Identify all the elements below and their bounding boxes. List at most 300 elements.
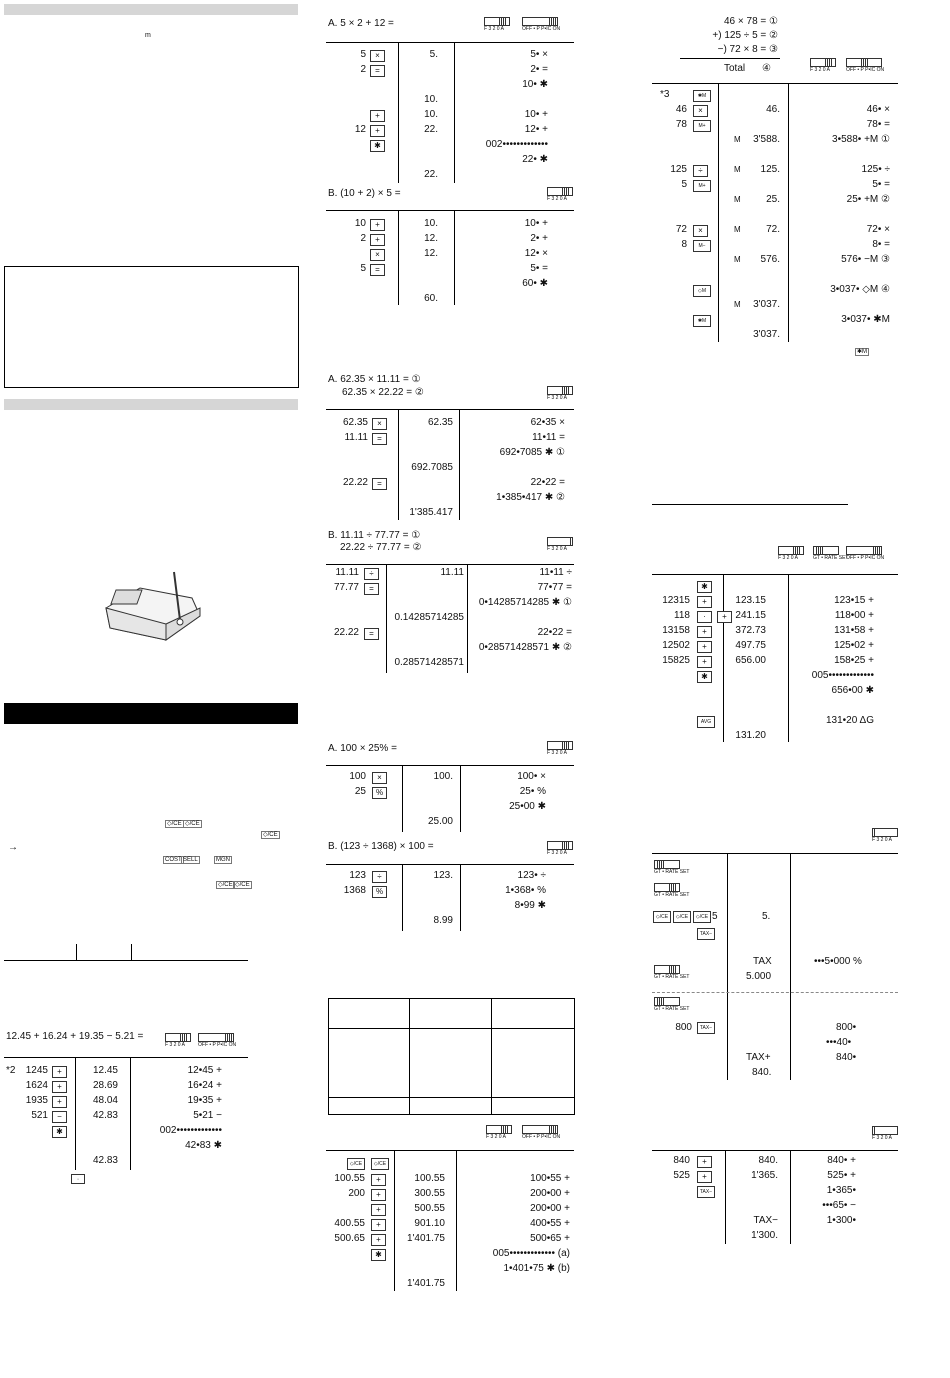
empty-table-rule	[328, 1097, 574, 1098]
input-value: 62.35	[342, 417, 368, 428]
print-value: 100• ×	[517, 771, 546, 782]
display-value: 22.	[424, 124, 438, 135]
calc-key[interactable]: M+	[693, 180, 711, 192]
calc-key[interactable]: ✱M	[693, 315, 711, 327]
calc-key[interactable]: %	[372, 787, 387, 799]
print-value: 5• =	[872, 179, 890, 190]
print-value: 118•00 +	[834, 610, 874, 621]
calc-key[interactable]: ◇M	[693, 285, 711, 297]
print-value: 400•55 +	[530, 1218, 570, 1229]
display-value: 3'037.	[753, 299, 780, 310]
print-value: 200•00 +	[530, 1188, 570, 1199]
calc-key[interactable]: +	[370, 110, 385, 122]
print-value: 0•14285714285 ✱ ①	[478, 597, 572, 608]
display-value: 576.	[760, 254, 780, 265]
print-value: 72• ×	[866, 224, 890, 235]
memory-indicator: M	[734, 135, 741, 144]
display-value: 0.28571428571	[394, 657, 464, 668]
print-value: 656•00 ✱	[831, 685, 874, 696]
print-value: 22•22 =	[530, 477, 565, 488]
calc-key[interactable]: +	[371, 1219, 386, 1231]
total-number: ④	[762, 63, 771, 74]
dot-key[interactable]: ·	[71, 1174, 85, 1184]
b1-divider	[398, 211, 399, 305]
section-header-bar-1	[4, 4, 298, 15]
calc-key[interactable]: ✱	[697, 581, 712, 593]
calc-key[interactable]: +	[717, 611, 732, 623]
display-value: 62.35	[427, 417, 453, 428]
memory-indicator: M	[734, 225, 741, 234]
a3-rule	[326, 765, 574, 766]
print-value: 10• +	[524, 218, 548, 229]
display-value: 901.10	[414, 1218, 445, 1229]
display-value: 72.	[766, 224, 780, 235]
print-value: •••65• −	[822, 1200, 856, 1211]
memory-indicator: M	[734, 255, 741, 264]
print-value: 002•••••••••••••	[159, 1125, 222, 1136]
display-value: 5.	[429, 49, 438, 60]
calc-key[interactable]: +	[697, 1171, 712, 1183]
avg-rule	[652, 574, 898, 575]
calc-key[interactable]: ·	[697, 611, 712, 623]
tax2-input: 800	[675, 1022, 692, 1033]
table-header-rule	[4, 960, 248, 961]
input-value: 22.22	[333, 627, 359, 638]
print-value: 2• =	[530, 64, 548, 75]
b3-divider	[402, 865, 403, 931]
display-value: 48.04	[92, 1095, 118, 1106]
input-value: 46	[675, 104, 687, 115]
calc-key[interactable]: M−	[693, 240, 711, 252]
b1-title: B. (10 + 2) × 5 =	[328, 188, 401, 199]
tax-minus-key[interactable]: TAX−	[697, 928, 715, 940]
print-value: 3•588• +M ①	[832, 134, 890, 145]
calc-key[interactable]: +	[370, 125, 385, 137]
a1-title: A. 5 × 2 + 12 =	[328, 18, 394, 29]
print-value: 525• +	[827, 1170, 856, 1181]
display-value: 500.55	[414, 1203, 445, 1214]
print-value: 123• ÷	[517, 870, 546, 881]
tax-label: TAX	[753, 956, 772, 967]
ex1-divider	[130, 1058, 131, 1170]
print-value: 25• %	[519, 786, 546, 797]
print-value: 840• +	[827, 1155, 856, 1166]
print-value: 1•300•	[826, 1215, 856, 1226]
cm-key-icon-2: ◇/CE	[185, 821, 200, 827]
tax2-label: TAX+	[746, 1052, 771, 1063]
input-value: 2	[360, 233, 366, 244]
calc-key[interactable]: ×	[372, 772, 387, 784]
print-value: 78• =	[866, 119, 890, 130]
note-3: *3	[660, 89, 670, 100]
calc-key[interactable]: −	[52, 1111, 67, 1123]
display-value: 497.75	[735, 640, 766, 651]
memory-indicator: M	[734, 165, 741, 174]
m-rule	[652, 83, 898, 84]
display-value: 42.83	[92, 1110, 118, 1121]
print-value: 25• +M ②	[846, 194, 890, 205]
calc-key[interactable]: +	[697, 641, 712, 653]
calc-key[interactable]: +	[371, 1189, 386, 1201]
calc-key[interactable]: =	[370, 65, 385, 77]
display-value: 300.55	[414, 1188, 445, 1199]
display-value: 8.99	[433, 915, 453, 926]
a1-rule	[326, 42, 574, 43]
print-value: 1•385•417 ✱ ②	[496, 492, 565, 503]
print-value: 77•77 =	[537, 582, 572, 593]
print-value: 22• ✱	[522, 154, 548, 165]
input-value: 12502	[662, 640, 690, 651]
tax3-rule	[652, 1150, 898, 1151]
input-value: 125	[670, 164, 687, 175]
a2-title-1: A. 62.35 × 11.11 = ①	[328, 374, 421, 385]
display-value: 12.	[424, 248, 438, 259]
input-value: 500.65	[334, 1233, 365, 1244]
display-value: 372.73	[735, 625, 766, 636]
display-value: 100.	[433, 771, 453, 782]
print-value: 500•65 +	[530, 1233, 570, 1244]
display-value: 25.	[766, 194, 780, 205]
print-value: 62•35 ×	[530, 417, 565, 428]
b2-title-2: 22.22 ÷ 77.77 = ②	[340, 542, 422, 553]
input-value: 10	[354, 218, 366, 229]
display-value: 692.7085	[411, 462, 453, 473]
eq-rule	[680, 58, 780, 59]
print-value: 1•365•	[826, 1185, 856, 1196]
display-value: 656.00	[735, 655, 766, 666]
print-value: 2• +	[530, 233, 548, 244]
input-value: 77.77	[333, 582, 359, 593]
input-value: 25	[354, 786, 366, 797]
display-value: 123.	[433, 870, 453, 881]
print-value: 0•28571428571 ✱ ②	[478, 642, 572, 653]
input-value: 1935	[25, 1095, 48, 1106]
arrow-icon: →	[8, 842, 18, 853]
section-underline	[652, 504, 848, 505]
c-rule	[326, 1150, 574, 1151]
display-value: 12.	[424, 233, 438, 244]
ex1-note: *2	[6, 1065, 16, 1076]
print-value: 158•25 +	[834, 655, 874, 666]
input-value: 5	[681, 179, 687, 190]
display-value: 10.	[424, 109, 438, 120]
print-value: 125•02 +	[834, 640, 874, 651]
print-value: 25•00 ✱	[509, 801, 546, 812]
calc-key[interactable]: ×	[372, 418, 387, 430]
print-value: 16•24 +	[187, 1080, 222, 1091]
display-value: 241.15	[735, 610, 766, 621]
display-value: 1'385.417	[409, 507, 453, 518]
a1-divider	[454, 43, 455, 183]
a3-title: A. 100 × 25% =	[328, 743, 397, 754]
calc-key[interactable]: +	[370, 219, 385, 231]
print-value: 692•7085 ✱ ①	[499, 447, 565, 458]
print-value: 8•99 ✱	[514, 900, 546, 911]
display-value: 12.45	[92, 1065, 118, 1076]
b1-rule	[326, 210, 574, 211]
avg-divider	[788, 575, 789, 742]
display-value: 123.15	[735, 595, 766, 606]
cm-key[interactable]: ◇/CE	[347, 1158, 365, 1170]
print-value: 576• −M ③	[841, 254, 890, 265]
calc-key[interactable]: +	[697, 596, 712, 608]
calc-key[interactable]: ÷	[693, 165, 708, 177]
display-value: 1'401.75	[406, 1278, 445, 1289]
b3-rule	[326, 864, 574, 865]
tax-rule	[652, 853, 898, 854]
b2-rule	[326, 564, 574, 565]
input-value: 2	[360, 64, 366, 75]
print-value: 5•21 −	[193, 1110, 222, 1121]
eq-1: 46 × 78 = ①	[723, 16, 778, 27]
calc-key[interactable]: =	[372, 433, 387, 445]
print-value: 10• ✱	[522, 79, 548, 90]
print-value: 12• +	[524, 124, 548, 135]
display-value: 1'300.	[751, 1230, 778, 1241]
section-header-bar-black	[4, 703, 298, 724]
tax-rate-input: 5	[712, 911, 718, 922]
print-value: 46• ×	[866, 104, 890, 115]
calc-key[interactable]: ×	[370, 50, 385, 62]
print-value: 5• ×	[530, 49, 548, 60]
c-divider	[456, 1151, 457, 1291]
avg-divider	[723, 575, 724, 742]
empty-table-divider	[409, 998, 410, 1114]
print-value: 3•037• ✱M	[841, 314, 890, 325]
display-value: 28.69	[92, 1080, 118, 1091]
print-value: 200•00 +	[530, 1203, 570, 1214]
cm-key-icon: ◇/CE	[167, 821, 182, 827]
display-value: 100.55	[414, 1173, 445, 1184]
calc-key[interactable]: TAX−	[697, 1186, 715, 1198]
input-value: 13158	[662, 625, 690, 636]
input-value: 5	[360, 263, 366, 274]
calc-key[interactable]: ✱	[52, 1126, 67, 1138]
print-value: 1•368• %	[505, 885, 546, 896]
display-value: 1'365.	[751, 1170, 778, 1181]
empty-table-divider	[491, 998, 492, 1114]
calc-key[interactable]: ✱M	[693, 90, 711, 102]
eq-2: +) 125 ÷ 5 = ②	[712, 30, 778, 41]
calc-key[interactable]: ×	[693, 225, 708, 237]
display-value: 1'401.75	[406, 1233, 445, 1244]
cm-key-icon-3: ◇/CE	[218, 882, 233, 888]
input-value: 1245	[25, 1065, 48, 1076]
display-value: 840.	[758, 1155, 778, 1166]
calc-key[interactable]: =	[372, 478, 387, 490]
tax-divider	[727, 854, 728, 1080]
print-value: 1•401•75 ✱ (b)	[503, 1263, 570, 1274]
display-value: 25.00	[427, 816, 453, 827]
calc-key[interactable]: =	[364, 583, 379, 595]
ce-key-icon: ◇/CE	[263, 832, 278, 838]
b2-divider	[467, 565, 468, 673]
calc-key[interactable]: ÷	[364, 568, 379, 580]
display-value: 3'037.	[753, 329, 780, 340]
m-divider	[788, 84, 789, 342]
input-value: 72	[675, 224, 687, 235]
print-value: 42•83 ✱	[185, 1140, 222, 1151]
input-value: 525	[673, 1170, 690, 1181]
memory-indicator: M	[734, 300, 741, 309]
sm-key-icon: ✱M	[857, 349, 868, 355]
input-value: 1624	[25, 1080, 48, 1091]
calc-key[interactable]: M+	[693, 120, 711, 132]
print-value: 131•20 ΔG	[826, 715, 874, 726]
tax2-display: 840.	[752, 1067, 772, 1078]
input-value: 12	[354, 124, 366, 135]
input-value: 11.11	[335, 567, 359, 578]
section-header-bar-2	[4, 399, 298, 410]
c-divider	[394, 1151, 395, 1291]
calc-key[interactable]: ✱	[370, 140, 385, 152]
calc-key[interactable]: +	[697, 626, 712, 638]
print-value: 10• +	[524, 109, 548, 120]
a2-title-2: 62.35 × 22.22 = ②	[342, 387, 424, 398]
calc-key[interactable]: ✱	[697, 671, 712, 683]
display-value: 125.	[760, 164, 780, 175]
calc-key[interactable]: +	[52, 1081, 67, 1093]
calc-key[interactable]: =	[370, 264, 385, 276]
table-col-divider	[131, 944, 132, 961]
calc-key[interactable]: ✱	[371, 1249, 386, 1261]
input-value: 100	[349, 771, 366, 782]
calc-key[interactable]: ÷	[372, 871, 387, 883]
print-value: 60• ✱	[522, 278, 548, 289]
tax-divider	[790, 854, 791, 1080]
cm-key[interactable]: ◇/CE	[653, 911, 671, 923]
input-value: 200	[348, 1188, 365, 1199]
m-divider	[718, 84, 719, 342]
display-value: 10.	[424, 94, 438, 105]
cm-key-2[interactable]: ◇/CE	[673, 911, 691, 923]
calc-key[interactable]: +	[371, 1174, 386, 1186]
calc-key[interactable]: +	[697, 656, 712, 668]
calc-key[interactable]: ×	[693, 105, 708, 117]
display-value: 22.	[424, 169, 438, 180]
b3-title: B. (123 ÷ 1368) × 100 =	[328, 841, 434, 852]
input-value: 12315	[662, 595, 690, 606]
print-value: 125• ÷	[861, 164, 890, 175]
ex1-title: 12.45 + 16.24 + 19.35 − 5.21 =	[6, 1031, 144, 1042]
display-value: TAX−	[753, 1215, 778, 1226]
input-value: 118	[674, 610, 690, 621]
tax-value: 5.000	[746, 971, 772, 982]
sell-key-icon: SELL	[183, 857, 198, 863]
display-value: 42.83	[92, 1155, 118, 1166]
tax3-divider	[790, 1151, 791, 1244]
calc-key[interactable]: +	[371, 1204, 386, 1216]
a2-divider	[398, 410, 399, 520]
a3-divider	[460, 766, 461, 832]
memory-indicator: M	[734, 195, 741, 204]
a3-divider	[402, 766, 403, 832]
table-col-divider	[76, 944, 77, 961]
input-value: 400.55	[334, 1218, 365, 1229]
calc-key[interactable]: +	[370, 234, 385, 246]
calc-key[interactable]: +	[697, 1156, 712, 1168]
print-value: 005••••••••••••• (a)	[492, 1248, 570, 1259]
input-value: 22.22	[342, 477, 368, 488]
calc-key[interactable]: ×	[370, 249, 385, 261]
calc-key[interactable]: +	[371, 1234, 386, 1246]
empty-table-rule	[328, 1028, 574, 1029]
cost-key-icon: COST	[165, 857, 182, 863]
calc-key[interactable]: +	[52, 1066, 67, 1078]
tax2-print-3: 840•	[836, 1052, 857, 1063]
tax-separator	[652, 992, 898, 993]
display-value: 0.14285714285	[394, 612, 464, 623]
print-value: 11•11 =	[532, 432, 565, 443]
tax2-print-1: 800•	[836, 1022, 857, 1033]
print-value: 005•••••••••••••	[811, 670, 874, 681]
display-value: 3'588.	[753, 134, 780, 145]
print-value: 11•11 ÷	[539, 567, 572, 578]
display-value: 10.	[424, 218, 438, 229]
ex1-rule	[4, 1057, 248, 1058]
cm-key-2[interactable]: ◇/CE	[371, 1158, 389, 1170]
input-value: 5	[360, 49, 366, 60]
print-value: 22•22 =	[537, 627, 572, 638]
input-value: 15825	[662, 655, 690, 666]
input-value: 521	[31, 1110, 48, 1121]
print-value: 19•35 +	[187, 1095, 222, 1106]
b3-divider	[460, 865, 461, 931]
input-value: 78	[675, 119, 687, 130]
input-value: 8	[681, 239, 687, 250]
tax-minus-key[interactable]: TAX−	[697, 1022, 715, 1034]
display-value: 60.	[424, 293, 438, 304]
b1-divider	[454, 211, 455, 305]
print-value: 123•15 +	[834, 595, 874, 606]
input-value: 840	[673, 1155, 690, 1166]
display-value: 46.	[766, 104, 780, 115]
calc-key[interactable]: =	[364, 628, 379, 640]
a1-divider	[398, 43, 399, 183]
print-value: 12•45 +	[187, 1065, 222, 1076]
ex1-divider	[75, 1058, 76, 1170]
print-value: 8• =	[872, 239, 890, 250]
print-value: 100•55 +	[530, 1173, 570, 1184]
display-value: 131.20	[735, 730, 766, 741]
input-value: 100.55	[334, 1173, 365, 1184]
total-label: Total	[724, 63, 746, 74]
print-value: 131•58 +	[834, 625, 874, 636]
input-value: 11.11	[344, 432, 368, 443]
tax2-print-2: •••40•	[826, 1037, 852, 1048]
print-value: 002•••••••••••••	[485, 139, 548, 150]
cm-key-icon-4: ◇/CE	[235, 882, 250, 888]
cm-key-3[interactable]: ◇/CE	[693, 911, 711, 923]
calc-key[interactable]: AVG	[697, 716, 715, 728]
display-value: 11.11	[440, 567, 464, 578]
mgn-key-icon: MGN	[216, 857, 230, 863]
notice-box	[4, 266, 299, 388]
calc-key[interactable]: %	[372, 886, 387, 898]
tax-print: •••5•000 %	[814, 956, 862, 967]
inline-key-icon: m	[145, 32, 151, 39]
paper-roll-illustration	[100, 568, 210, 646]
print-value: 12• ×	[524, 248, 548, 259]
tax-rate-display: 5.	[762, 911, 771, 922]
tax3-divider	[725, 1151, 726, 1244]
input-value: 1368	[343, 885, 366, 896]
input-value: 123	[349, 870, 366, 881]
print-value: 3•037• ◇M ④	[830, 284, 890, 295]
b2-divider	[386, 565, 387, 673]
eq-3: −) 72 × 8 = ③	[717, 44, 778, 55]
calc-key[interactable]: +	[52, 1096, 67, 1108]
